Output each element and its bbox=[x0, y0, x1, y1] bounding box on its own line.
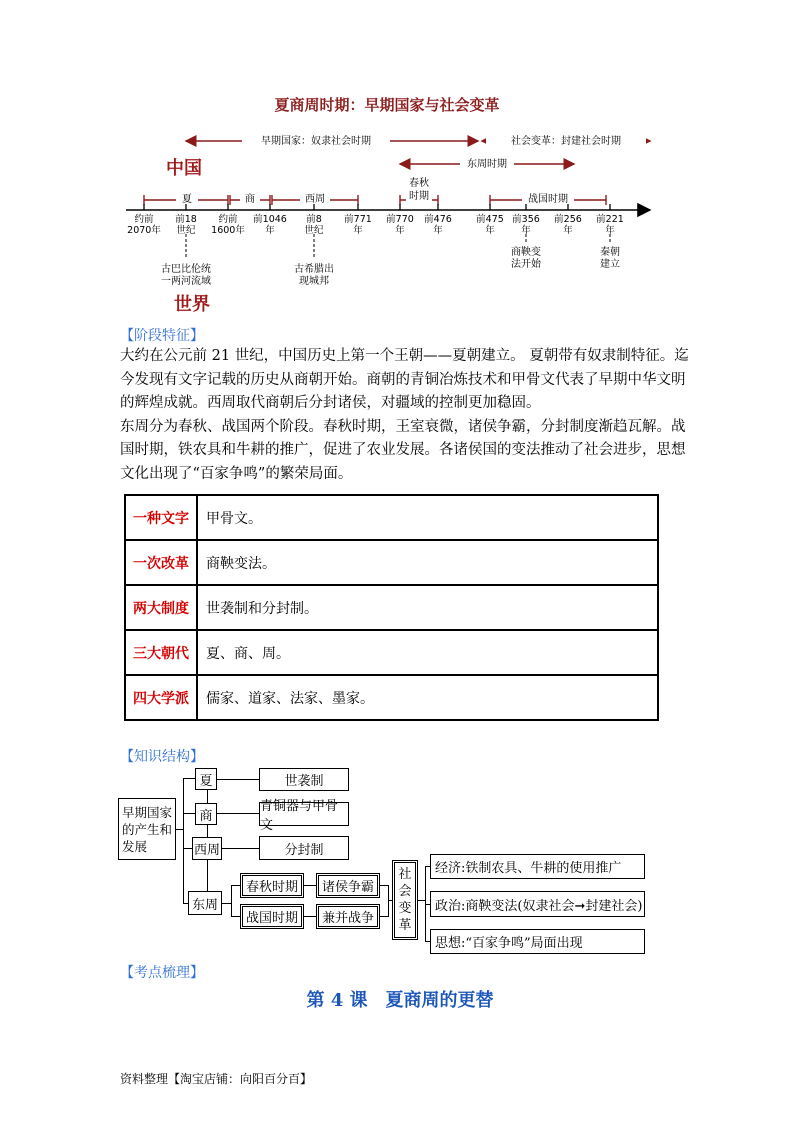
change-char: 革 bbox=[398, 918, 412, 933]
zhanguo-label: 战国时期 bbox=[528, 194, 568, 205]
section-stage-heading: 【阶段特征】 bbox=[120, 328, 204, 344]
stage-paragraphs bbox=[120, 345, 689, 486]
tick-label: 2070年 bbox=[127, 225, 161, 236]
node-bronze: 青铜器与甲骨文 bbox=[259, 802, 349, 826]
tick-label: 年 bbox=[433, 225, 443, 236]
stage-line: 文化出现了“百家争鸣”的繁荣局面。 bbox=[120, 465, 353, 482]
row-value: 甲骨文。 bbox=[197, 495, 658, 540]
tick-label: 约前 bbox=[134, 214, 154, 225]
tick-label: 前18 bbox=[175, 214, 197, 225]
china-note-2b: 建立 bbox=[600, 259, 620, 270]
node-dongzhou: 东周 bbox=[188, 891, 222, 915]
root-line: 早期国家 bbox=[122, 804, 173, 820]
chunqiu-label-1: 春秋 bbox=[409, 178, 429, 189]
structure-root-box bbox=[118, 798, 176, 860]
row-key: 三大朝代 bbox=[125, 630, 197, 675]
tick-label: 前8 bbox=[306, 214, 322, 225]
tick-label: 世纪 bbox=[304, 225, 324, 236]
lesson-title: 第 4 课 夏商周的更替 bbox=[306, 990, 494, 1011]
row-value: 夏、商、周。 bbox=[197, 630, 658, 675]
tick-label: 年 bbox=[521, 225, 531, 236]
section-structure-heading: 【知识结构】 bbox=[120, 749, 204, 765]
chunqiu-label-2: 时期 bbox=[409, 191, 429, 202]
row-key: 一种文字 bbox=[125, 495, 197, 540]
world-note-1b: 一两河流域 bbox=[161, 276, 211, 287]
tick-label: 年 bbox=[485, 225, 495, 236]
node-politics: 政治:商鞅变法(奴隶社会➞封建社会) bbox=[430, 891, 645, 917]
tick-label: 前475 bbox=[476, 214, 504, 225]
node-xia: 夏 bbox=[195, 768, 217, 790]
tick-label: 1600年 bbox=[211, 225, 245, 236]
world-note-1a: 古巴比伦统 bbox=[161, 264, 211, 275]
timeline-title: 夏商周时期：早期国家与社会变革 bbox=[274, 96, 500, 114]
world-note-2b: 现城邦 bbox=[299, 276, 329, 287]
node-fenfeng: 分封制 bbox=[259, 836, 349, 860]
china-note-1b: 法开始 bbox=[511, 259, 541, 270]
stage-line: 东周分为春秋、战国两个阶段。春秋时期，王室衰微，诸侯争霸，分封制度渐趋瓦解。战 bbox=[120, 418, 686, 435]
node-shixi: 世袭制 bbox=[259, 768, 349, 791]
section-points-heading: 【考点梳理】 bbox=[120, 965, 204, 981]
stage-line: 大约在公元前 21 世纪，中国历史上第一个王朝——夏朝建立。 夏朝带有奴隶制特征。迄 bbox=[120, 348, 689, 364]
tick-label: 前221 bbox=[596, 214, 624, 225]
stage-line: 的辉煌成就。西周取代商朝后分封诸侯，对疆域的控制更加稳固。 bbox=[120, 395, 541, 411]
eastern-zhou-label: 东周时期 bbox=[467, 159, 507, 170]
china-note-1a: 商鞅变 bbox=[511, 247, 541, 258]
tick-label: 年 bbox=[605, 225, 615, 236]
tick-label: 年 bbox=[265, 225, 275, 236]
node-chunqiu: 春秋时期 bbox=[240, 873, 304, 898]
world-label: 世界 bbox=[174, 294, 210, 314]
change-char: 社 bbox=[398, 867, 412, 882]
summary-table bbox=[124, 494, 659, 721]
table-row bbox=[125, 675, 658, 720]
change-char: 会 bbox=[398, 884, 412, 899]
dynasty-xia: 夏 bbox=[182, 194, 192, 205]
node-zhanguo: 战国时期 bbox=[240, 904, 304, 929]
china-label: 中国 bbox=[166, 158, 202, 179]
table-row bbox=[125, 495, 658, 540]
table-row bbox=[125, 630, 658, 675]
root-line: 发展 bbox=[122, 838, 148, 854]
row-key: 两大制度 bbox=[125, 585, 197, 630]
change-char: 变 bbox=[398, 901, 412, 916]
tick-label: 前1046 bbox=[253, 214, 287, 225]
stage-line: 今发现有文字记载的历史从商朝开始。商朝的青铜冶炼技术和甲骨文代表了早期中华文明 bbox=[120, 371, 686, 388]
tick-label: 前256 bbox=[554, 214, 582, 225]
node-thought: 思想:“百家争鸣”局面出现 bbox=[430, 929, 645, 954]
tick-label: 世纪 bbox=[176, 225, 196, 236]
node-zhengba: 诸侯争霸 bbox=[316, 873, 380, 898]
node-change bbox=[392, 860, 418, 940]
dynasty-shang: 商 bbox=[245, 194, 255, 205]
root-line: 的产生和 bbox=[122, 821, 173, 837]
tick-label: 年 bbox=[395, 225, 405, 236]
tick-label: 年 bbox=[353, 225, 363, 236]
node-shang: 商 bbox=[195, 803, 217, 825]
node-xizhou: 西周 bbox=[192, 837, 222, 860]
stage-line: 国时期，铁农具和牛耕的推广，促进了农业发展。各诸侯国的变法推动了社会进步，思想 bbox=[120, 442, 686, 458]
tick-label: 前770 bbox=[386, 214, 414, 225]
world-note-2a: 古希腊出 bbox=[294, 264, 334, 275]
row-value: 儒家、道家、法家、墨家。 bbox=[197, 675, 658, 720]
tick-label: 前771 bbox=[344, 214, 372, 225]
dynasty-xizhou: 西周 bbox=[305, 194, 325, 205]
tick-label: 约前 bbox=[218, 214, 238, 225]
tick-label: 前356 bbox=[512, 214, 540, 225]
span-early-label: 早期国家：奴隶社会时期 bbox=[261, 136, 371, 147]
timeline-figure bbox=[122, 96, 652, 314]
node-jianbing: 兼并战争 bbox=[316, 904, 380, 929]
row-key: 四大学派 bbox=[125, 675, 197, 720]
node-economy: 经济:铁制农具、牛耕的使用推广 bbox=[430, 854, 645, 879]
span-social-label: 社会变革：封建社会时期 bbox=[511, 136, 621, 147]
table-row bbox=[125, 540, 658, 585]
footer-source: 资料整理【淘宝店铺：向阳百分百】 bbox=[120, 1072, 313, 1086]
china-note-2a: 秦朝 bbox=[600, 247, 620, 258]
table-row bbox=[125, 585, 658, 630]
row-key: 一次改革 bbox=[125, 540, 197, 585]
tick-label: 年 bbox=[563, 225, 573, 236]
row-value: 世袭制和分封制。 bbox=[197, 585, 658, 630]
row-value: 商鞅变法。 bbox=[197, 540, 658, 585]
tick-label: 前476 bbox=[424, 214, 452, 225]
